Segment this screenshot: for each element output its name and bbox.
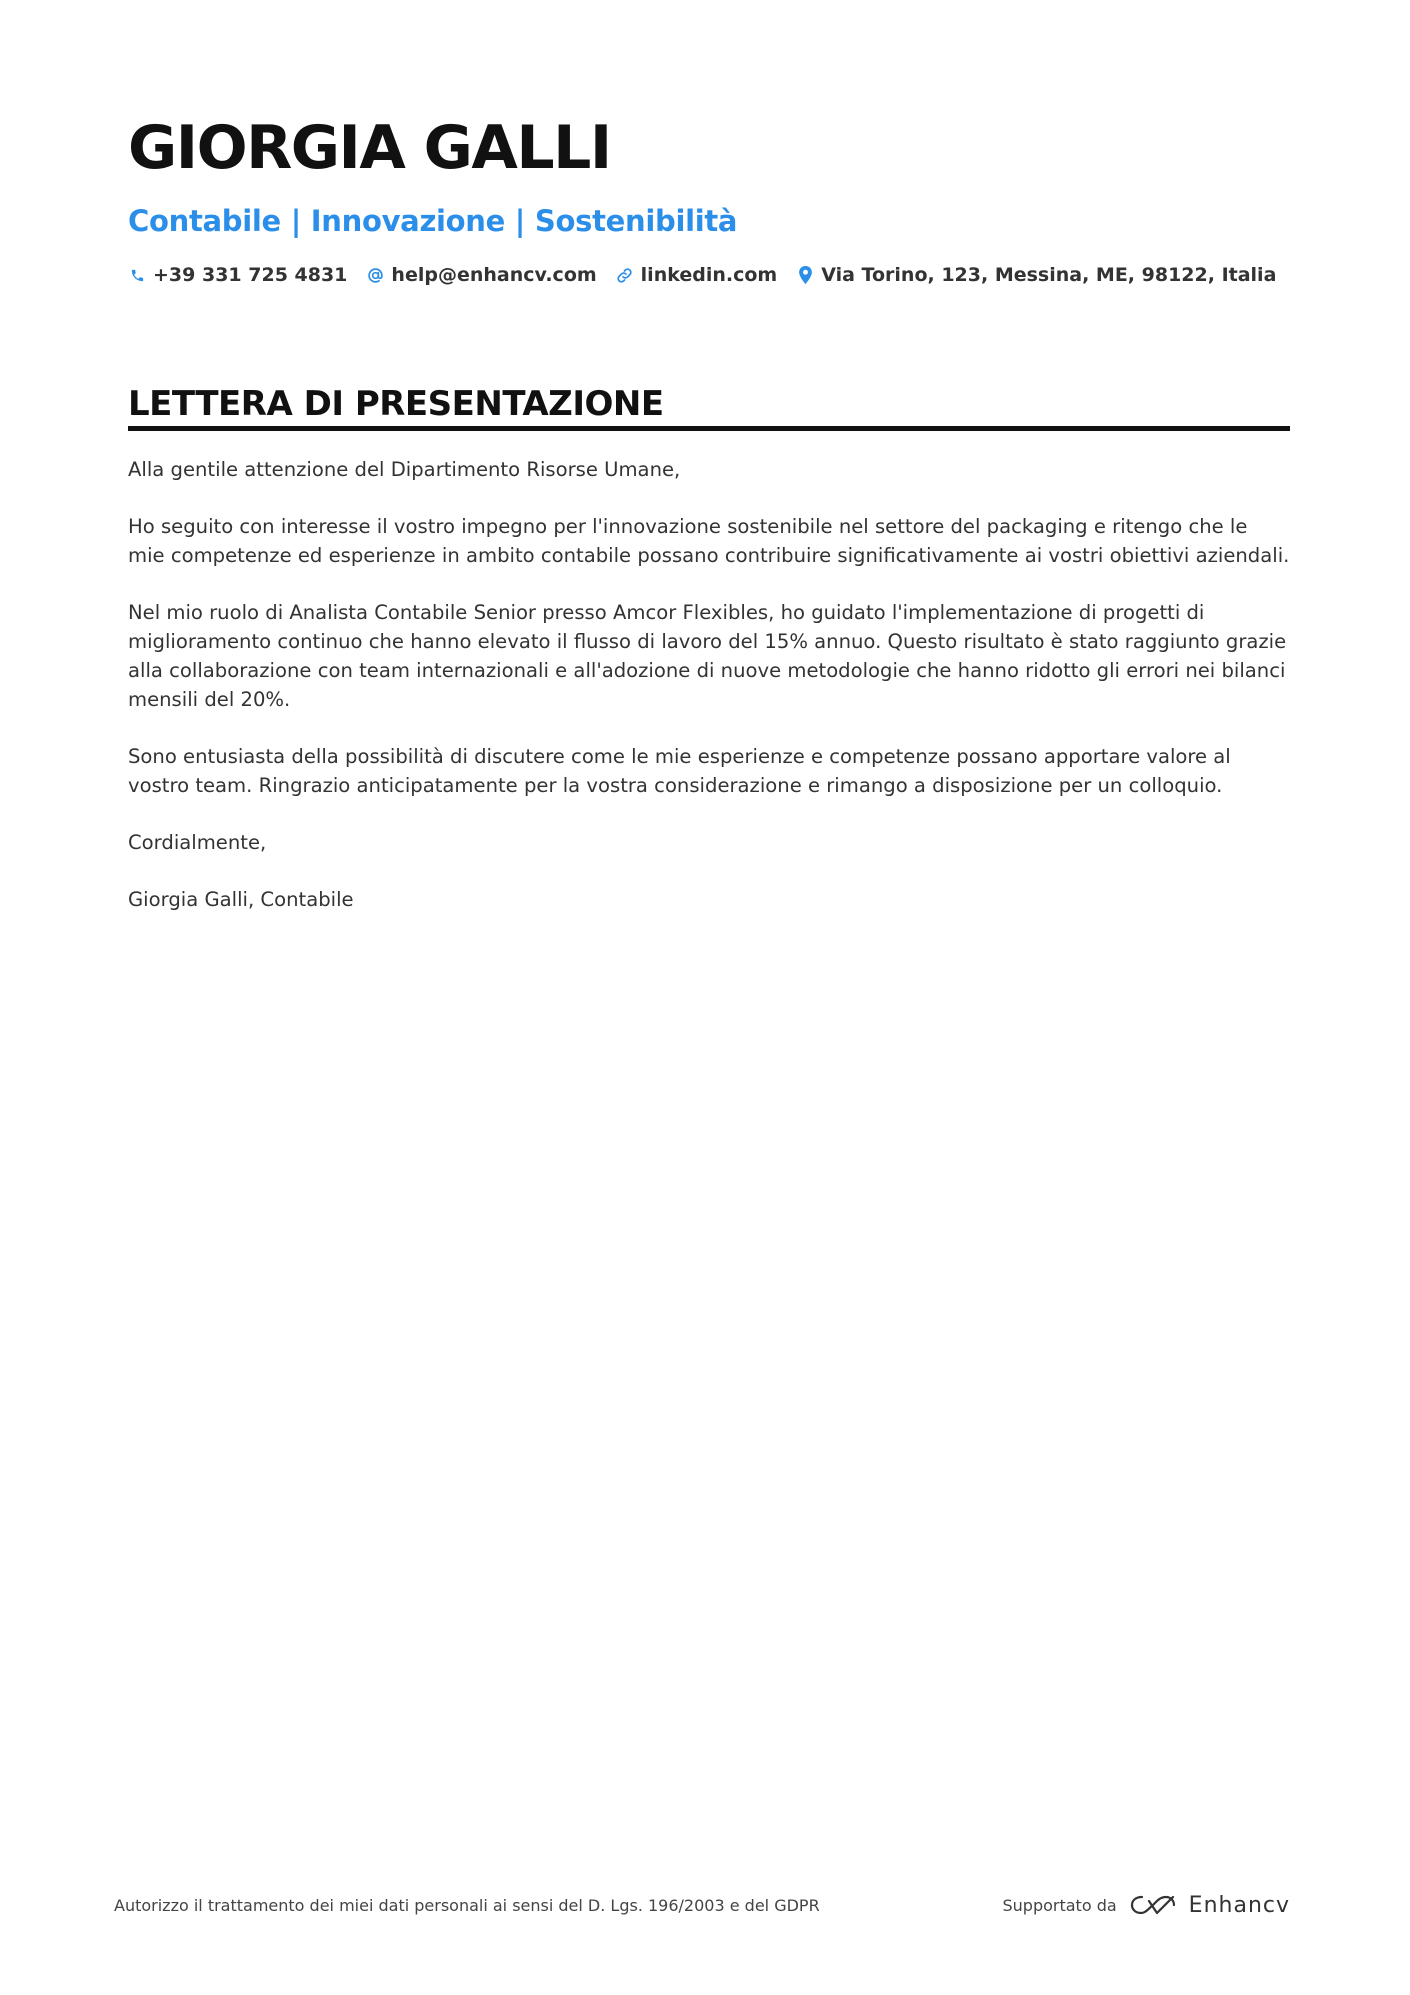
email-text[interactable]: help@enhancv.com [391, 264, 597, 286]
privacy-note: Autorizzo il trattamento dei miei dati personali ai sensi del D. Lgs. 196/2003 e del GDPR [114, 1895, 820, 1915]
linkedin-text[interactable]: linkedin.com [640, 264, 778, 286]
letter-body [128, 455, 1290, 914]
section-title: LETTERA DI PRESENTAZIONE [128, 382, 1290, 431]
letter-greeting: Alla gentile attenzione del Dipartimento Risorse Umane, [128, 458, 681, 481]
enhancv-brand: Enhancv [1188, 1892, 1290, 1918]
letter-paragraph: Ho seguito con interesse il vostro impegno per l'innovazione sostenibile nel settore del packaging e ritengo che le mie competenze ed esperienze in ambito contabile possano contribuire significativamente ai vostri obiettivi aziendali. [128, 515, 1290, 567]
candidate-name: GIORGIA GALLI [128, 113, 611, 183]
page-footer [114, 1890, 1290, 1920]
document-content [128, 108, 1290, 942]
contact-address [796, 264, 1276, 286]
contact-phone [128, 264, 347, 286]
letter-paragraph: Nel mio ruolo di Analista Contabile Senior presso Amcor Flexibles, ho guidato l'implementazione di progetti di miglioramento continuo che hanno elevato il flusso di lavoro del 15% annuo. Questo risultato è stato raggiunto grazie alla collaborazione con team internazionali e all'adozione di nuove metodologie che hanno ridotto gli errori nei bilanci mensili del 20%. [128, 601, 1287, 711]
address-text: Via Torino, 123, Messina, ME, 98122, Italia [821, 264, 1277, 286]
link-icon [616, 266, 634, 284]
contact-email [366, 264, 596, 286]
contact-linkedin [616, 264, 778, 286]
phone-icon [128, 266, 146, 284]
contact-bar [128, 260, 1290, 290]
phone-text[interactable]: +39 331 725 4831 [153, 264, 348, 286]
powered-by[interactable] [1003, 1892, 1291, 1918]
location-pin-icon [796, 266, 814, 284]
powered-by-label: Supportato da [1002, 1895, 1117, 1915]
enhancv-logo-icon [1129, 1892, 1177, 1918]
letter-closing: Cordialmente, [128, 831, 267, 854]
candidate-headline: Contabile | Innovazione | Sostenibilità [128, 204, 738, 238]
at-icon [366, 266, 384, 284]
letter-paragraph: Sono entusiasta della possibilità di discutere come le mie esperienze e competenze possano apportare valore al vostro team. Ringrazio anticipatamente per la vostra considerazione e rimango a disposizione per un colloquio. [128, 745, 1231, 797]
letter-signature: Giorgia Galli, Contabile [128, 888, 354, 911]
